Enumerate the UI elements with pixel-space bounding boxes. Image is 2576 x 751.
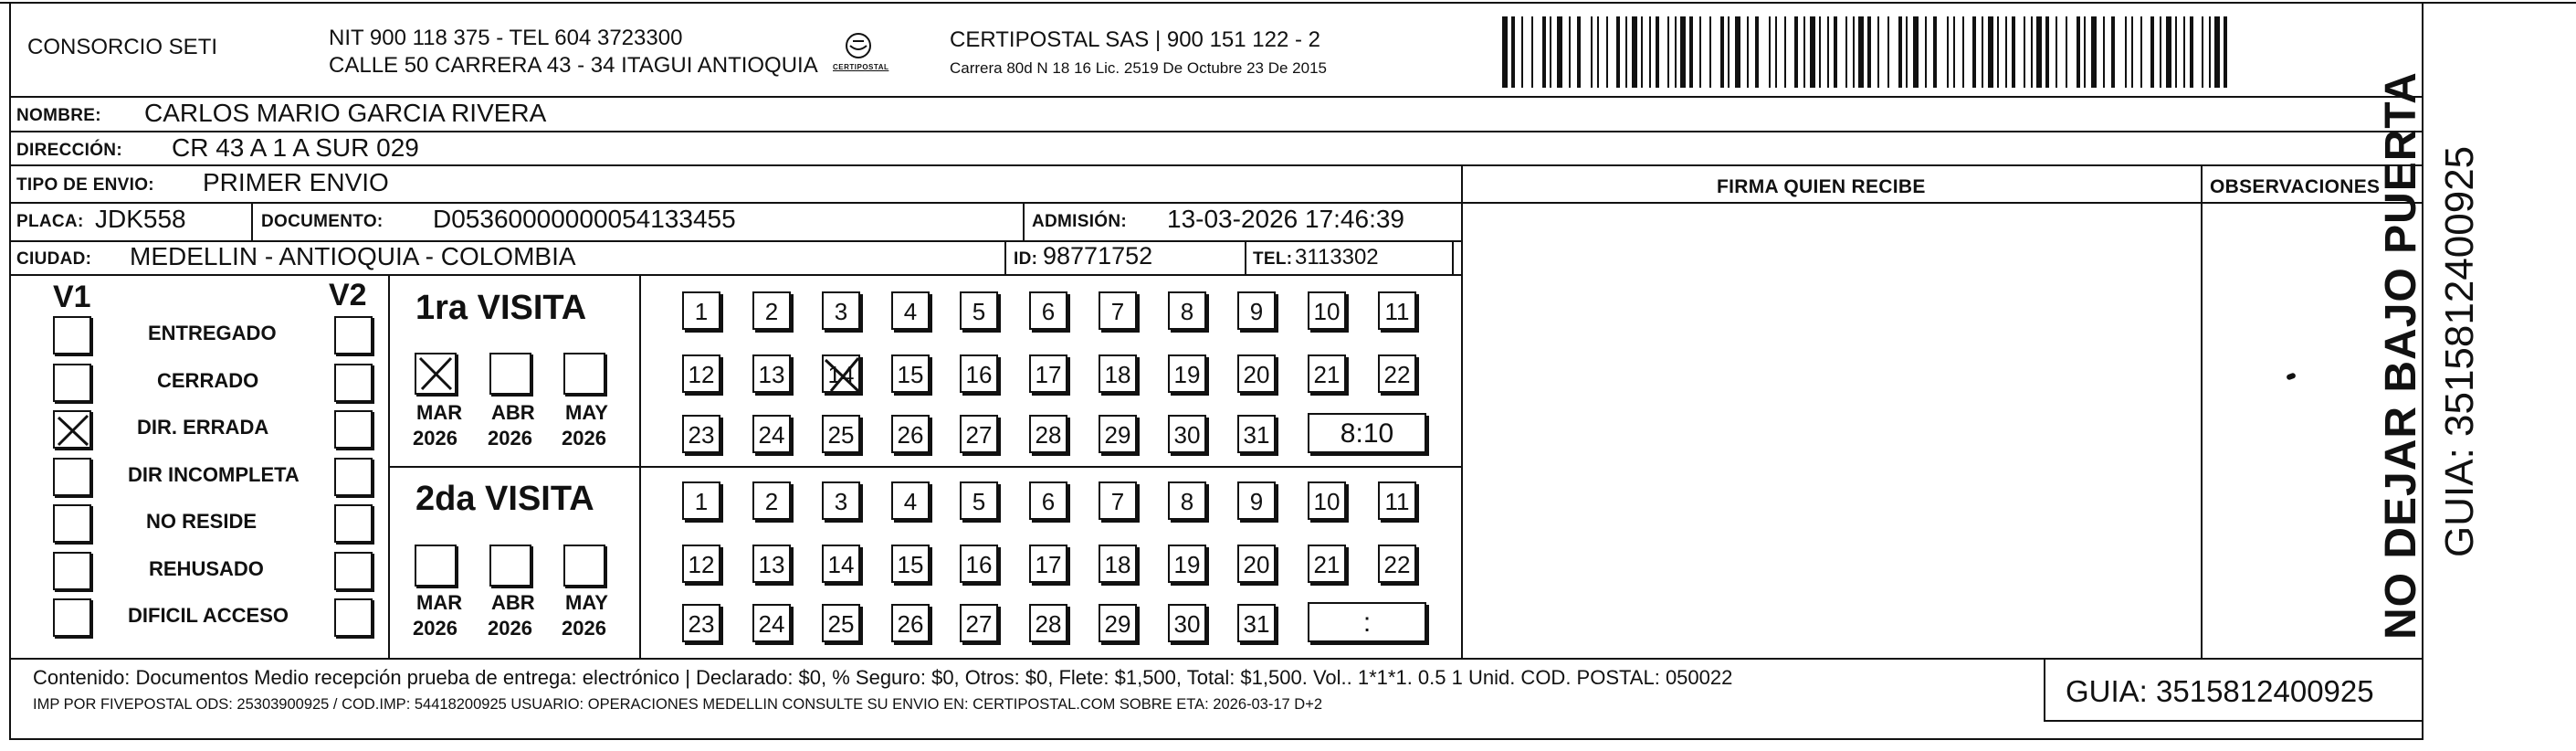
reason-label-entregado: ENTREGADO	[148, 322, 277, 344]
top-border	[0, 2, 2576, 4]
visit2-year-abr: 2026	[488, 617, 532, 640]
company-name: CONSORCIO SETI	[27, 35, 218, 59]
v2-checkbox-dir-errada[interactable]	[334, 410, 373, 449]
ciudad-label: CIUDAD:	[16, 249, 92, 269]
visit2-day-14[interactable]: 14	[822, 545, 860, 583]
visit1-day-29[interactable]: 29	[1099, 415, 1137, 453]
visit1-month-checkbox-abr[interactable]	[489, 353, 531, 395]
certipostal-line2: Carrera 80d N 18 16 Lic. 2519 De Octubre 23 De 2015	[950, 59, 1327, 77]
visit1-day-30[interactable]: 30	[1168, 415, 1206, 453]
visit1-day-5[interactable]: 5	[960, 291, 998, 330]
visit1-day-11[interactable]: 11	[1378, 291, 1416, 330]
visit2-time-box[interactable]: :	[1308, 602, 1426, 642]
visit2-day-15[interactable]: 15	[891, 545, 930, 583]
visit2-day-25[interactable]: 25	[822, 604, 860, 642]
footer-imp-line: IMP POR FIVEPOSTAL ODS: 25303900925 / COD.IMP: 54418200925 USUARIO: OPERACIONES MEDELLIN CONSULTE SU ENVIO EN: CERTIPOSTAL.COM SOBRE ETA: 2026-03-17 D+2	[33, 696, 1323, 713]
visit1-day-19[interactable]: 19	[1168, 354, 1206, 393]
visit2-day-29[interactable]: 29	[1099, 604, 1137, 642]
signature-area[interactable]	[1472, 206, 2195, 654]
admision-value: 13-03-2026 17:46:39	[1167, 205, 1404, 233]
v1-checkbox-dir-incompleta[interactable]	[53, 458, 91, 496]
visit2-month-checkbox-may[interactable]	[563, 545, 605, 587]
v2-checkbox-cerrado[interactable]	[334, 364, 373, 402]
visit1-day-13[interactable]: 13	[752, 354, 791, 393]
certipostal-line1: CERTIPOSTAL SAS | 900 151 122 - 2	[950, 27, 1320, 52]
visit2-year-may: 2026	[562, 617, 606, 640]
visit1-day-25[interactable]: 25	[822, 415, 860, 453]
placa-label: PLACA:	[16, 212, 84, 231]
visit2-day-12[interactable]: 12	[682, 545, 720, 583]
v1-checkbox-entregado[interactable]	[53, 316, 91, 354]
visit2-year-mar: 2026	[413, 617, 457, 640]
visit2-day-16[interactable]: 16	[960, 545, 998, 583]
visit1-day-14[interactable]: 14	[822, 354, 860, 393]
reason-label-dir-incompleta: DIR INCOMPLETA	[128, 462, 300, 486]
col-line	[251, 202, 253, 240]
v1-checkbox-dificil-acceso[interactable]	[53, 598, 91, 637]
visit1-day-7[interactable]: 7	[1099, 291, 1137, 330]
tipo-envio-label: TIPO DE ENVIO:	[16, 175, 154, 195]
direccion-value: CR 43 A 1 A SUR 029	[172, 133, 419, 162]
col-line	[1461, 164, 1463, 658]
visit2-day-27[interactable]: 27	[960, 604, 998, 642]
visit1-day-9[interactable]: 9	[1237, 291, 1276, 330]
id-value: 98771752	[1043, 242, 1153, 270]
visit1-year-abr: 2026	[488, 427, 532, 450]
visit2-month-may: MAY	[565, 591, 608, 614]
v1-label: V1	[53, 280, 91, 314]
v2-checkbox-dificil-acceso[interactable]	[334, 598, 373, 637]
visit1-day-15[interactable]: 15	[891, 354, 930, 393]
col-line	[2201, 164, 2203, 658]
visit2-day-3[interactable]: 3	[822, 481, 860, 520]
nit-line: NIT 900 118 375 - TEL 604 3723300	[329, 26, 683, 50]
visit1-day-18[interactable]: 18	[1099, 354, 1137, 393]
reason-label-dificil-acceso: DIFICIL ACCESO	[128, 604, 289, 627]
no-dejar-bajo-puerta: NO DEJAR BAJO PUERTA	[2377, 71, 2425, 640]
visit1-month-checkbox-mar[interactable]	[415, 353, 457, 395]
v2-checkbox-rehusado[interactable]	[334, 552, 373, 590]
tel-label: TEL:	[1253, 249, 1293, 269]
admision-label: ADMISIÓN:	[1032, 212, 1128, 231]
visit2-day-26[interactable]: 26	[891, 604, 930, 642]
v2-checkbox-entregado[interactable]	[334, 316, 373, 354]
address-line: CALLE 50 CARRERA 43 - 34 ITAGUI ANTIOQUIA	[329, 53, 818, 78]
visit1-day-24[interactable]: 24	[752, 415, 791, 453]
visit1-day-27[interactable]: 27	[960, 415, 998, 453]
visit1-day-20[interactable]: 20	[1237, 354, 1276, 393]
visit1-day-26[interactable]: 26	[891, 415, 930, 453]
observaciones-header: OBSERVACIONES	[2210, 176, 2381, 197]
visit2-day-24[interactable]: 24	[752, 604, 791, 642]
visit2-day-6[interactable]: 6	[1029, 481, 1067, 520]
documento-label: DOCUMENTO:	[261, 212, 384, 231]
row-line	[9, 96, 2422, 98]
visit2-day-8[interactable]: 8	[1168, 481, 1206, 520]
visit2-day-5[interactable]: 5	[960, 481, 998, 520]
col-line	[1023, 202, 1025, 240]
visit2-month-checkbox-mar[interactable]	[415, 545, 457, 587]
row-line	[9, 658, 2422, 660]
visit2-day-10[interactable]: 10	[1308, 481, 1346, 520]
v2-checkbox-dir-incompleta[interactable]	[334, 458, 373, 496]
visit2-day-30[interactable]: 30	[1168, 604, 1206, 642]
barcode	[1502, 16, 2228, 88]
visit2-day-1[interactable]: 1	[682, 481, 720, 520]
visit2-day-9[interactable]: 9	[1237, 481, 1276, 520]
col-line	[1004, 240, 1006, 274]
visit2-day-4[interactable]: 4	[891, 481, 930, 520]
visit1-day-22[interactable]: 22	[1378, 354, 1416, 393]
v1-checkbox-no-reside[interactable]	[53, 504, 91, 543]
visit1-day-23[interactable]: 23	[682, 415, 720, 453]
left-border	[9, 2, 11, 740]
visit1-title: 1ra VISITA	[415, 289, 587, 327]
visit2-month-mar: MAR	[416, 591, 463, 614]
visit2-day-21[interactable]: 21	[1308, 545, 1346, 583]
visit1-time-box[interactable]: 8:10	[1308, 413, 1426, 453]
visit1-day-4[interactable]: 4	[891, 291, 930, 330]
visit1-month-abr: ABR	[491, 401, 535, 424]
visit2-day-2[interactable]: 2	[752, 481, 791, 520]
placa-value: JDK558	[95, 205, 186, 233]
row-line	[9, 164, 2422, 166]
visit2-day-31[interactable]: 31	[1237, 604, 1276, 642]
visit2-day-22[interactable]: 22	[1378, 545, 1416, 583]
visit2-month-abr: ABR	[491, 591, 535, 614]
row-line	[9, 202, 1461, 204]
bottom-border	[9, 738, 2422, 740]
visit1-year-mar: 2026	[413, 427, 457, 450]
visit1-day-2[interactable]: 2	[752, 291, 791, 330]
reason-label-cerrado: CERRADO	[157, 368, 259, 392]
reason-label-rehusado: REHUSADO	[149, 556, 264, 580]
visit1-month-checkbox-may[interactable]	[563, 353, 605, 395]
direccion-label: DIRECCIÓN:	[16, 141, 122, 160]
row-line	[9, 274, 1461, 276]
logo-text: CERTIPOSTAL	[833, 63, 889, 71]
footer-guia: GUIA: 3515812400925	[2066, 674, 2374, 708]
visit2-day-23[interactable]: 23	[682, 604, 720, 642]
visit2-day-18[interactable]: 18	[1099, 545, 1137, 583]
v2-checkbox-no-reside[interactable]	[334, 504, 373, 543]
visit1-month-mar: MAR	[416, 401, 463, 424]
visit1-day-17[interactable]: 17	[1029, 354, 1067, 393]
tel-value: 3113302	[1295, 245, 1379, 270]
col-line	[1245, 240, 1246, 274]
col-line	[1452, 240, 1454, 274]
id-label: ID:	[1014, 249, 1038, 269]
visit2-day-19[interactable]: 19	[1168, 545, 1206, 583]
visit1-day-3[interactable]: 3	[822, 291, 860, 330]
visit2-day-28[interactable]: 28	[1029, 604, 1067, 642]
col-line	[2044, 658, 2045, 720]
v1-checkbox-cerrado[interactable]	[53, 364, 91, 402]
visit1-day-1[interactable]: 1	[682, 291, 720, 330]
visit1-day-12[interactable]: 12	[682, 354, 720, 393]
reason-label-dir-errada: DIR. ERRADA	[137, 416, 269, 439]
row-line	[9, 131, 2422, 132]
v2-label: V2	[329, 278, 367, 312]
visit2-day-11[interactable]: 11	[1378, 481, 1416, 520]
visit2-title: 2da VISITA	[415, 480, 594, 518]
visit1-day-21[interactable]: 21	[1308, 354, 1346, 393]
visit1-day-28[interactable]: 28	[1029, 415, 1067, 453]
visit2-day-13[interactable]: 13	[752, 545, 791, 583]
visit1-day-10[interactable]: 10	[1308, 291, 1346, 330]
ciudad-value: MEDELLIN - ANTIOQUIA - COLOMBIA	[130, 242, 576, 270]
reason-label-no-reside: NO RESIDE	[146, 510, 258, 533]
visit1-day-6[interactable]: 6	[1029, 291, 1067, 330]
visit2-month-checkbox-abr[interactable]	[489, 545, 531, 587]
visit1-day-8[interactable]: 8	[1168, 291, 1206, 330]
firma-header: FIRMA QUIEN RECIBE	[1717, 176, 1926, 197]
row-line	[2044, 720, 2422, 722]
row-line	[1461, 202, 2422, 204]
nombre-label: NOMBRE:	[16, 106, 101, 125]
footer-content-line: Contenido: Documentos Medio recepción prueba de entrega: electrónico | Declarado: $0, % Seguro: $0, Otros: $0, Flete: $1,500, Total: $1,500. Vol.. 1*1*1. 0.5 1 Unid. COD. POSTAL: 050022	[33, 666, 1733, 689]
visit1-day-16[interactable]: 16	[960, 354, 998, 393]
visit2-day-17[interactable]: 17	[1029, 545, 1067, 583]
nombre-value: CARLOS MARIO GARCIA RIVERA	[144, 99, 547, 127]
visit1-year-may: 2026	[562, 427, 606, 450]
documento-value: D05360000000054133455	[433, 205, 736, 233]
side-guia: GUIA: 3515812400925	[2437, 145, 2482, 557]
v1-checkbox-rehusado[interactable]	[53, 552, 91, 590]
v1-checkbox-dir-errada[interactable]	[53, 410, 91, 449]
row-line	[388, 466, 1461, 468]
visit2-day-7[interactable]: 7	[1099, 481, 1137, 520]
visit1-month-may: MAY	[565, 401, 608, 424]
visit1-day-31[interactable]: 31	[1237, 415, 1276, 453]
certipostal-logo	[833, 27, 889, 79]
visit2-day-20[interactable]: 20	[1237, 545, 1276, 583]
tipo-envio-value: PRIMER ENVIO	[203, 168, 389, 196]
